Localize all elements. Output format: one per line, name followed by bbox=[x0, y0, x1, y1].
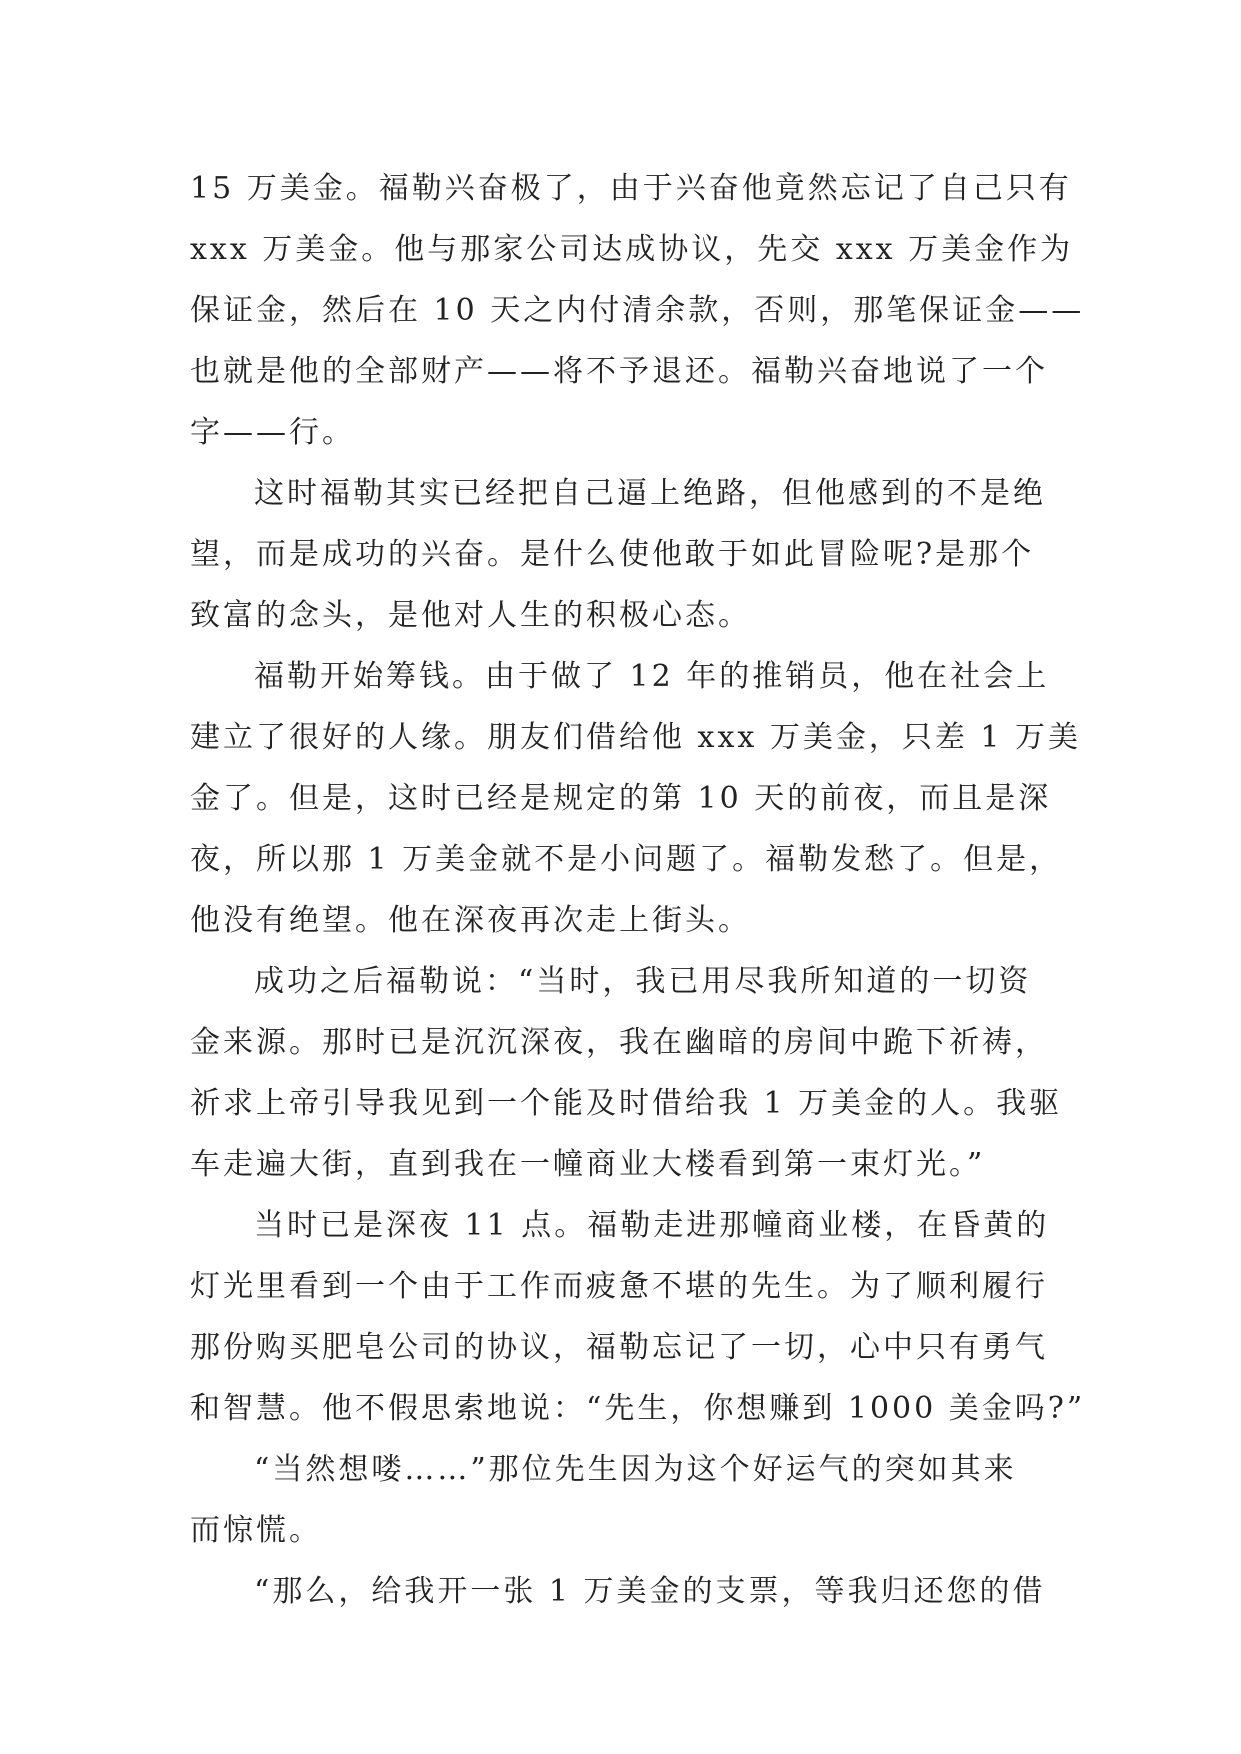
text-line: 和智慧。他不假思索地说：“先生，你想赚到 1000 美金吗?” bbox=[190, 1391, 1086, 1426]
body-text bbox=[190, 158, 1086, 1622]
paragraph-start-line: 福勒开始筹钱。由于做了 12 年的推销员，他在社会上 bbox=[254, 659, 1050, 694]
text-line: 金来源。那时已是沉沉深夜，我在幽暗的房间中跪下祈祷， bbox=[190, 1025, 1048, 1060]
text-line: 也就是他的全部财产——将不予退还。福勒兴奋地说了一个 bbox=[190, 354, 1048, 389]
paragraph-start-line: 成功之后福勒说：“当时，我已用尽我所知道的一切资 bbox=[254, 964, 1032, 999]
text-line: xxx 万美金。他与那家公司达成协议，先交 xxx 万美金作为 bbox=[190, 232, 1074, 267]
text-line: 车走遍大街，直到我在一幢商业大楼看到第一束灯光。” bbox=[190, 1147, 986, 1182]
paragraph-start-line: “当然想喽……”那位先生因为这个好运气的突如其来 bbox=[254, 1452, 1017, 1487]
text-line: 15 万美金。福勒兴奋极了，由于兴奋他竟然忘记了自己只有 bbox=[190, 171, 1072, 206]
text-line: 灯光里看到一个由于工作而疲惫不堪的先生。为了顺利履行 bbox=[190, 1269, 1048, 1304]
paragraph-start-line: “那么，给我开一张 1 万美金的支票，等我归还您的借 bbox=[254, 1574, 1046, 1609]
paragraph-start-line: 当时已是深夜 11 点。福勒走进那幢商业楼，在昏黄的 bbox=[254, 1208, 1050, 1243]
text-line: 那份购买肥皂公司的协议，福勒忘记了一切，心中只有勇气 bbox=[190, 1330, 1048, 1365]
text-line: 保证金，然后在 10 天之内付清余款，否则，那笔保证金—— bbox=[190, 293, 1085, 328]
text-line: 祈求上帝引导我见到一个能及时借给我 1 万美金的人。我驱 bbox=[190, 1086, 1063, 1121]
text-line: 他没有绝望。他在深夜再次走上街头。 bbox=[190, 903, 751, 938]
text-line: 字——行。 bbox=[190, 415, 355, 450]
text-line: 建立了很好的人缘。朋友们借给他 xxx 万美金，只差 1 万美 bbox=[190, 720, 1081, 755]
text-line: 致富的念头，是他对人生的积极心态。 bbox=[190, 598, 751, 633]
text-line: 金了。但是，这时已经是规定的第 10 天的前夜，而且是深 bbox=[190, 781, 1052, 816]
paragraph-start-line: 这时福勒其实已经把自己逼上绝路，但他感到的不是绝 bbox=[254, 476, 1046, 511]
text-line: 望，而是成功的兴奋。是什么使他敢于如此冒险呢?是那个 bbox=[190, 537, 1035, 572]
text-line: 夜，所以那 1 万美金就不是小问题了。福勒发愁了。但是， bbox=[190, 842, 1063, 877]
text-line: 而惊慌。 bbox=[190, 1513, 322, 1548]
